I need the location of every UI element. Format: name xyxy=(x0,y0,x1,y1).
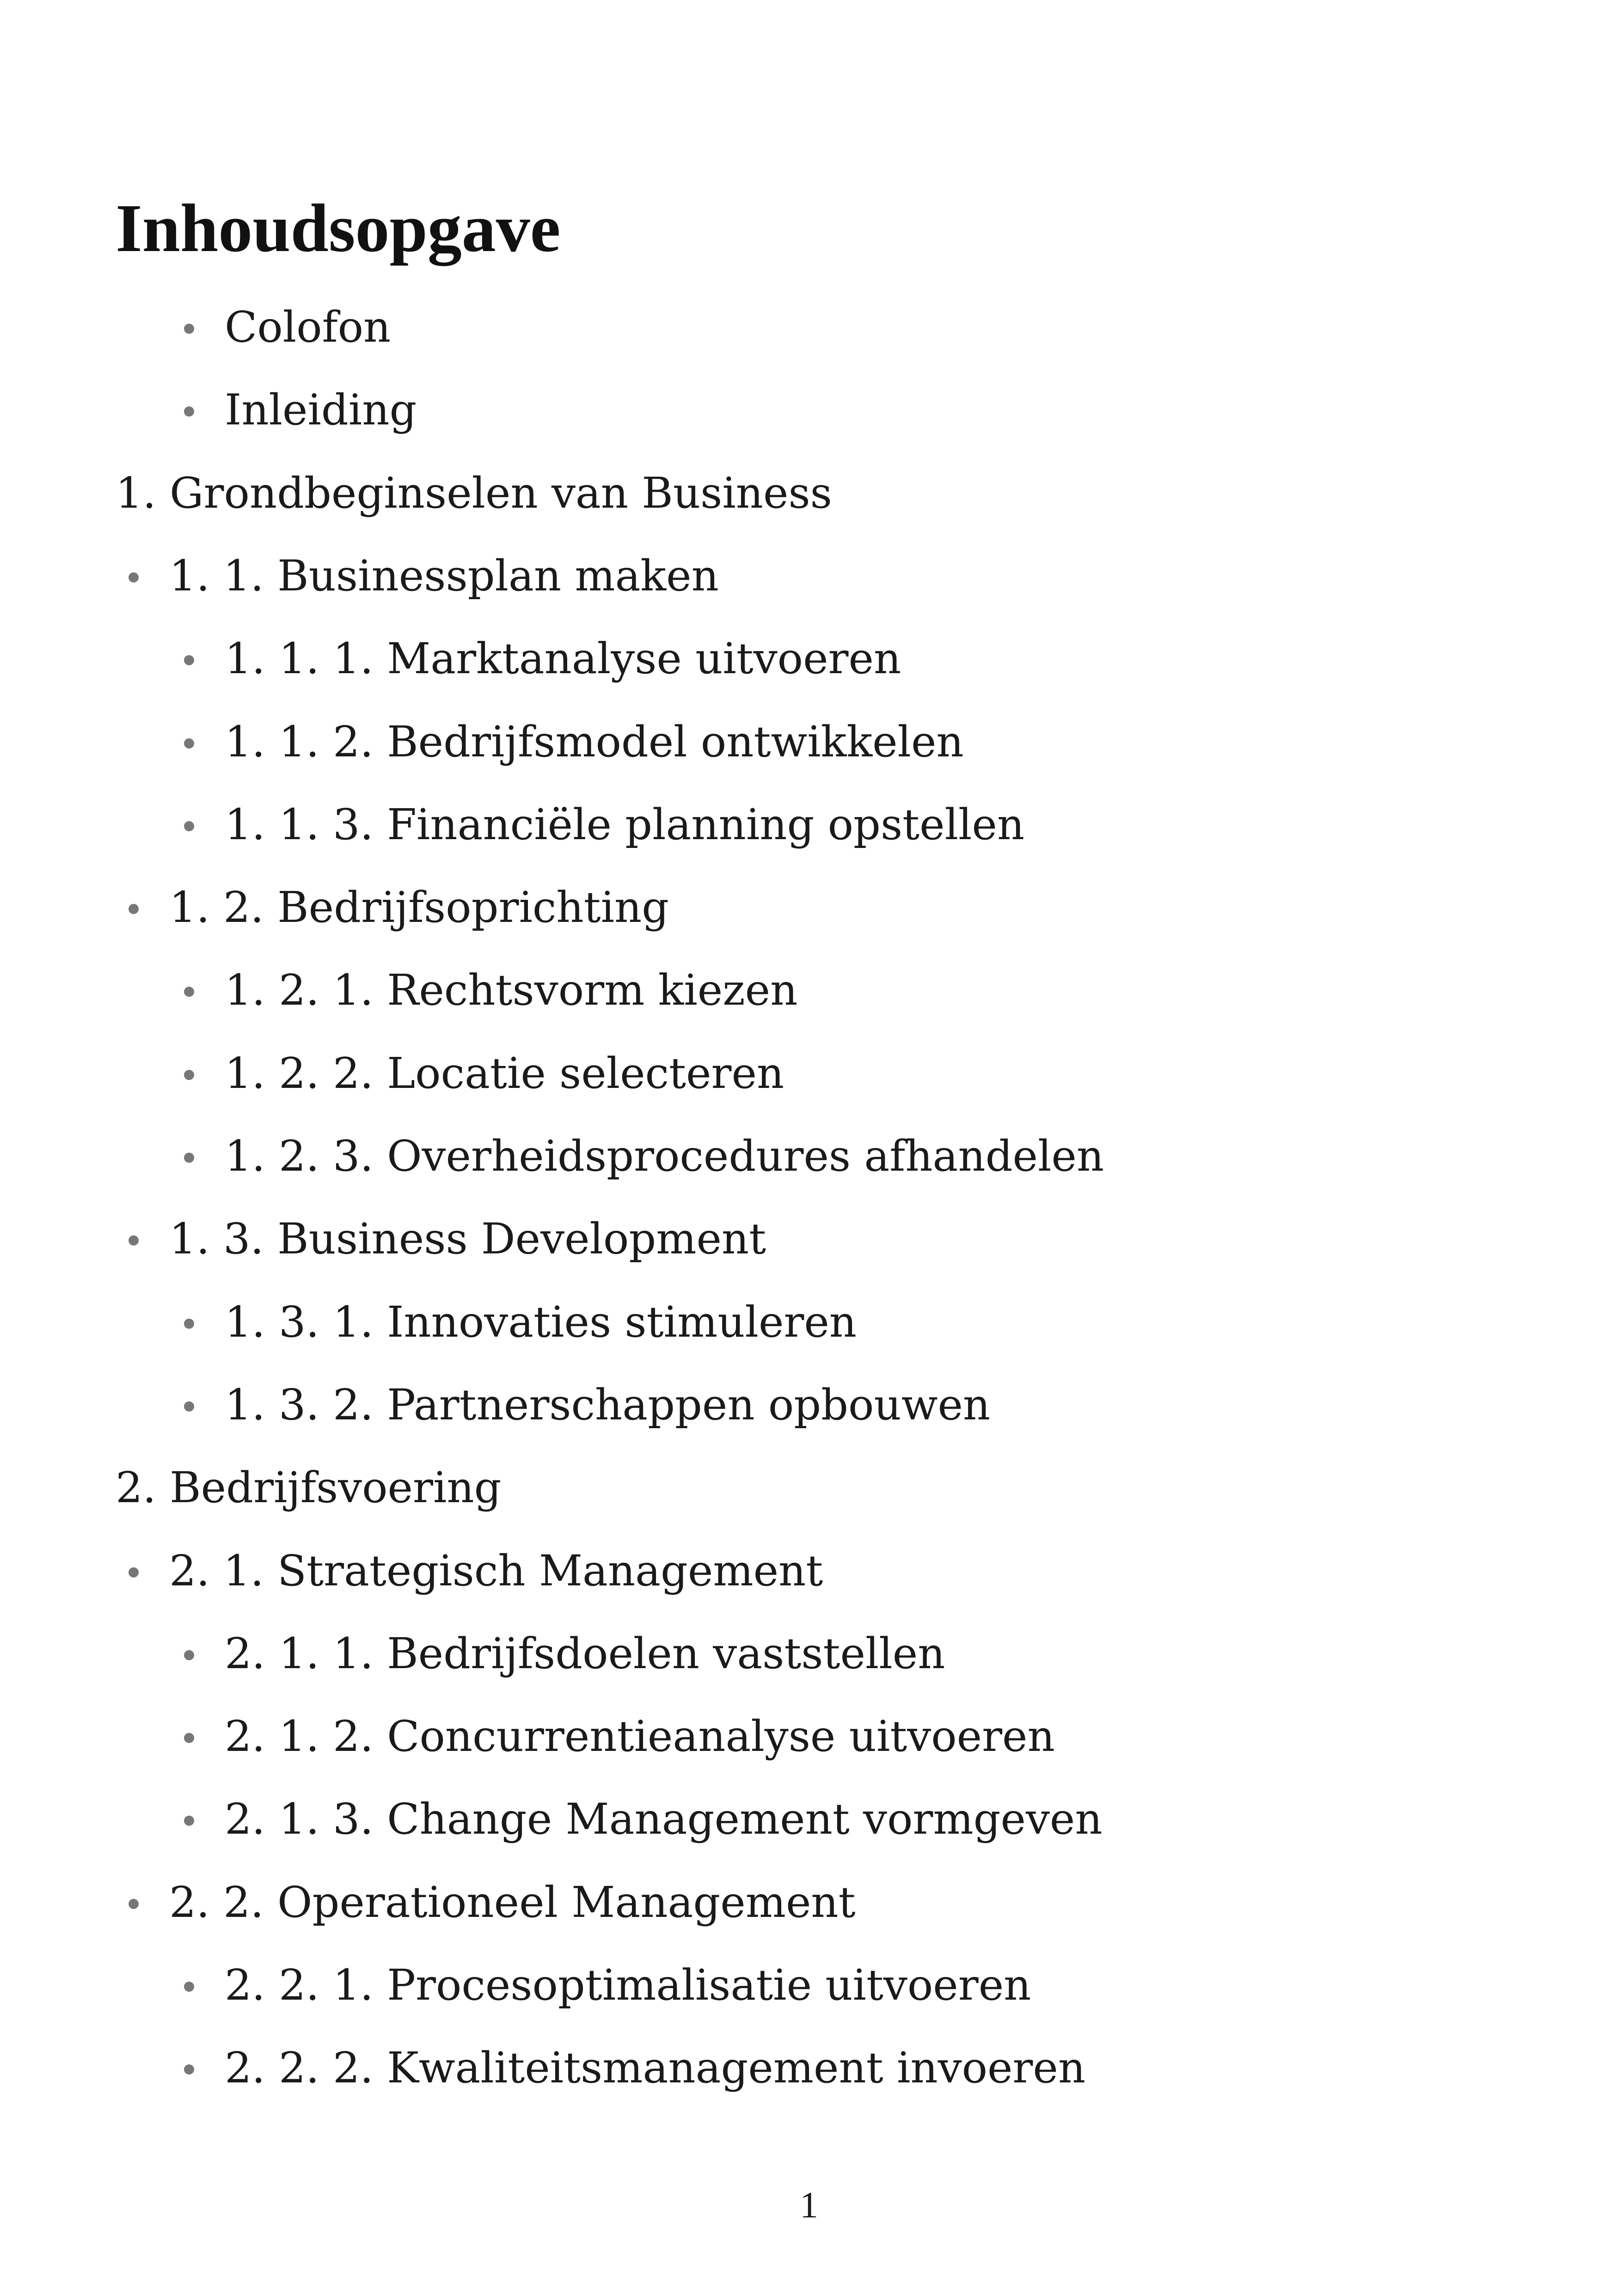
toc-entry[interactable] xyxy=(225,302,391,352)
toc-entry[interactable] xyxy=(225,1629,945,1678)
toc-entry-label: 2. 1. Strategisch Management xyxy=(169,1546,823,1596)
toc-entry[interactable] xyxy=(225,1297,857,1347)
toc-entry-label: 2. 2. Operationeel Management xyxy=(169,1878,856,1927)
toc-entry[interactable] xyxy=(225,1712,1055,1761)
bullet-icon xyxy=(129,572,139,583)
toc-entry-label: 1. 1. Businessplan maken xyxy=(169,551,719,601)
toc-entry-label: 2. 1. 3. Change Management vormgeven xyxy=(225,1794,1103,1844)
bullet-icon xyxy=(129,904,139,914)
toc-entry[interactable] xyxy=(225,1960,1031,2010)
bullet-icon xyxy=(184,1319,194,1329)
page-number: 1 xyxy=(800,2185,818,2226)
bullet-icon xyxy=(184,821,194,831)
toc-entry-label: 1. 3. 1. Innovaties stimuleren xyxy=(225,1297,857,1347)
bullet-icon xyxy=(184,655,194,665)
bullet-icon xyxy=(184,987,194,997)
toc-entry-label: 1. 1. 1. Marktanalyse uitvoeren xyxy=(225,634,901,683)
bullet-icon xyxy=(184,406,194,417)
toc-entry-label: 1. Grondbeginselen van Business xyxy=(116,468,832,518)
toc-entry[interactable] xyxy=(225,634,901,683)
bullet-icon xyxy=(184,1733,194,1743)
toc-entry-label: 1. 3. Business Development xyxy=(169,1214,766,1264)
bullet-icon xyxy=(184,1401,194,1412)
bullet-icon xyxy=(184,1070,194,1080)
bullet-icon xyxy=(129,1567,139,1578)
toc-entry-label: 1. 2. 1. Rechtsvorm kiezen xyxy=(225,965,798,1015)
bullet-icon xyxy=(184,1650,194,1660)
toc-entry[interactable] xyxy=(225,965,798,1015)
toc-entry-label: 2. 1. 2. Concurrentieanalyse uitvoeren xyxy=(225,1712,1055,1761)
toc-entry[interactable] xyxy=(225,1380,991,1430)
toc-entry[interactable] xyxy=(225,2043,1086,2093)
toc-entry[interactable] xyxy=(225,1131,1104,1181)
bullet-icon xyxy=(184,1153,194,1163)
toc-entry[interactable] xyxy=(225,800,1025,849)
toc-entry-label: 2. 1. 1. Bedrijfsdoelen vaststellen xyxy=(225,1629,945,1678)
toc-entry[interactable] xyxy=(225,1794,1103,1844)
toc-entry[interactable] xyxy=(169,551,719,601)
bullet-icon xyxy=(184,324,194,334)
toc-entry-label: 1. 1. 3. Financiële planning opstellen xyxy=(225,800,1025,849)
toc-entry[interactable] xyxy=(225,717,964,767)
bullet-icon xyxy=(184,1816,194,1826)
toc-entry[interactable] xyxy=(225,1049,784,1098)
toc-entry[interactable] xyxy=(169,1878,856,1927)
bullet-icon xyxy=(184,2064,194,2075)
toc-entry-label: 1. 2. Bedrijfsoprichting xyxy=(169,883,669,932)
page-title: Inhoudsopgave xyxy=(116,190,561,266)
toc-entry-label: 1. 3. 2. Partnerschappen opbouwen xyxy=(225,1380,991,1430)
toc-entry-label: Colofon xyxy=(225,302,391,352)
bullet-icon xyxy=(129,1235,139,1246)
toc-entry[interactable] xyxy=(169,1546,823,1596)
toc-entry-label: 2. 2. 1. Procesoptimalisatie uitvoeren xyxy=(225,1960,1031,2010)
toc-entry-label: 1. 2. 2. Locatie selecteren xyxy=(225,1049,784,1098)
bullet-icon xyxy=(184,738,194,749)
toc-entry-label: 2. 2. 2. Kwaliteitsmanagement invoeren xyxy=(225,2043,1086,2093)
toc-entry[interactable] xyxy=(116,1463,502,1512)
toc-entry-label: 1. 2. 3. Overheidsprocedures afhandelen xyxy=(225,1131,1104,1181)
toc-entry[interactable] xyxy=(169,883,669,932)
toc-entry-label: 1. 1. 2. Bedrijfsmodel ontwikkelen xyxy=(225,717,964,767)
bullet-icon xyxy=(129,1899,139,1909)
toc-entry[interactable] xyxy=(116,468,832,518)
toc-entry[interactable] xyxy=(169,1214,766,1264)
toc-entry-label: 2. Bedrijfsvoering xyxy=(116,1463,502,1512)
toc-entry[interactable] xyxy=(225,385,417,435)
toc-entry-label: Inleiding xyxy=(225,385,417,435)
bullet-icon xyxy=(184,1982,194,1992)
